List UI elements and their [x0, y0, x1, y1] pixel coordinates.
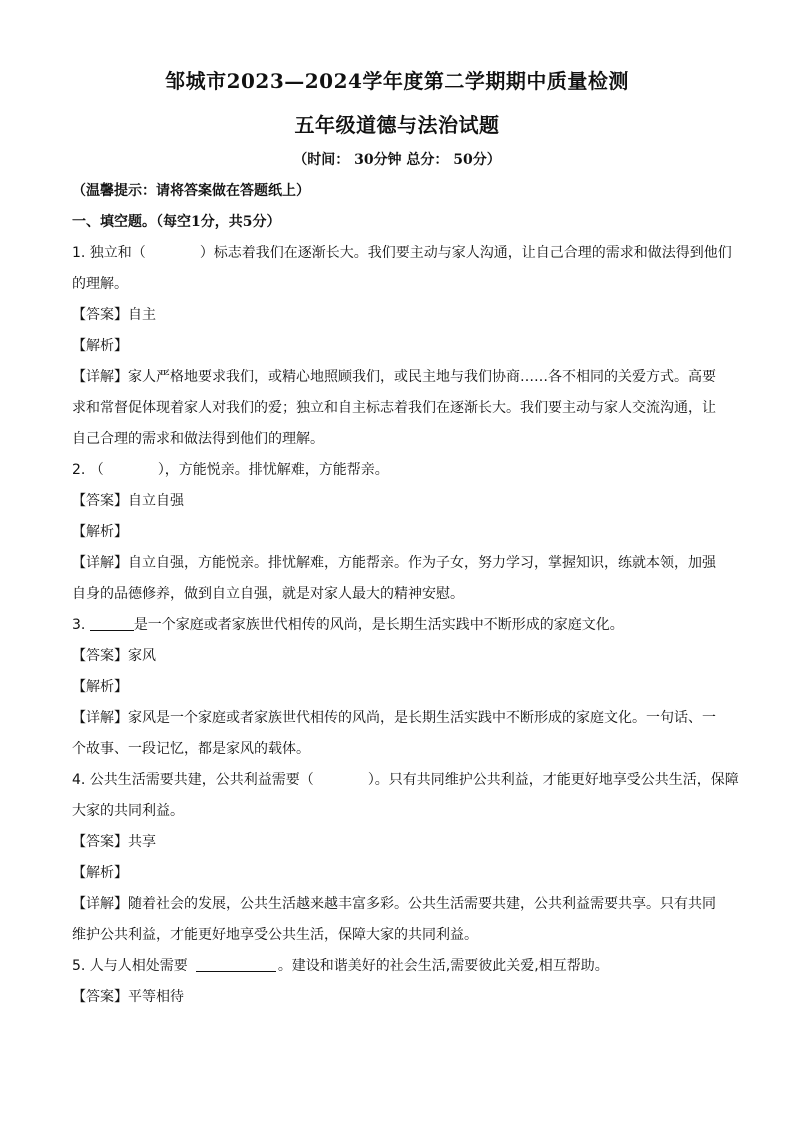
question-2: 2. （ ），方能悦亲。排忧解难，方能帮亲。 [72, 462, 389, 478]
question-4-cont: 大家的共同利益。 [72, 803, 184, 819]
detail-1-line-1: 【详解】家人严格地要求我们，或精心地照顾我们，或民主地与我们协商……各不相同的关爱方式。高要 [72, 369, 716, 385]
analysis-2: 【解析】 [72, 524, 128, 540]
detail-4-line-1: 【详解】随着社会的发展，公共生活越来越丰富多彩。公共生活需要共建，公共利益需要共享。只有共同 [72, 896, 716, 912]
question-1-cont: 的理解。 [72, 276, 128, 292]
analysis-1: 【解析】 [72, 338, 128, 354]
detail-2-line-2: 自身的品德修养，做到自立自强，就是对家人最大的精神安慰。 [72, 586, 464, 602]
detail-1-line-2: 求和常督促体现着家人对我们的爱；独立和自主标志着我们在逐渐长大。我们要主动与家人交流沟通，让 [72, 400, 716, 416]
fill-underline [196, 955, 276, 972]
answer-1: 【答案】自主 [72, 307, 156, 323]
question-3: 3. 是一个家庭或者家族世代相传的风尚，是长期生活实践中不断形成的家庭文化。 [72, 610, 722, 641]
question-5: 5. 人与人相处需要 。建设和谐美好的社会生活,需要彼此关爱,相互帮助。 [72, 951, 722, 982]
detail-3-line-1: 【详解】家风是一个家庭或者家族世代相传的风尚，是长期生活实践中不断形成的家庭文化。一句话、一 [72, 710, 716, 726]
answer-4: 【答案】共享 [72, 834, 156, 850]
question-4: 4. 公共生活需要共建，公共利益需要（ ）。只有共同维护公共利益，才能更好地享受公共生活，保障 [72, 772, 739, 788]
exam-time-score: （时间： 30分钟 总分： 50分） [293, 152, 501, 168]
question-1: 1. 独立和（ ）标志着我们在逐渐长大。我们要主动与家人沟通，让自己合理的需求和做法得到他们 [72, 245, 732, 261]
detail-4-line-2: 维护公共利益，才能更好地享受公共生活，保障大家的共同利益。 [72, 927, 478, 943]
detail-1-line-3: 自己合理的需求和做法得到他们的理解。 [72, 431, 324, 447]
answer-3: 【答案】家风 [72, 648, 156, 664]
exam-subtitle: 五年级道德与法治试题 [294, 113, 500, 137]
detail-3-line-2: 个故事、一段记忆，都是家风的载体。 [72, 741, 310, 757]
exam-tip: （温馨提示：请将答案做在答题纸上） [72, 183, 310, 199]
analysis-4: 【解析】 [72, 865, 128, 881]
detail-2-line-1: 【详解】自立自强，方能悦亲。排忧解难，方能帮亲。作为子女，努力学习，掌握知识，练就本领，加强 [72, 555, 716, 571]
answer-2: 【答案】自立自强 [72, 493, 184, 509]
answer-5: 【答案】平等相待 [72, 989, 184, 1005]
fill-underline [90, 614, 134, 631]
exam-title: 邹城市2023—2024学年度第二学期期中质量检测 [165, 69, 629, 93]
analysis-3: 【解析】 [72, 679, 128, 695]
section-heading: 一、填空题。（每空1分，共5分） [72, 214, 281, 230]
